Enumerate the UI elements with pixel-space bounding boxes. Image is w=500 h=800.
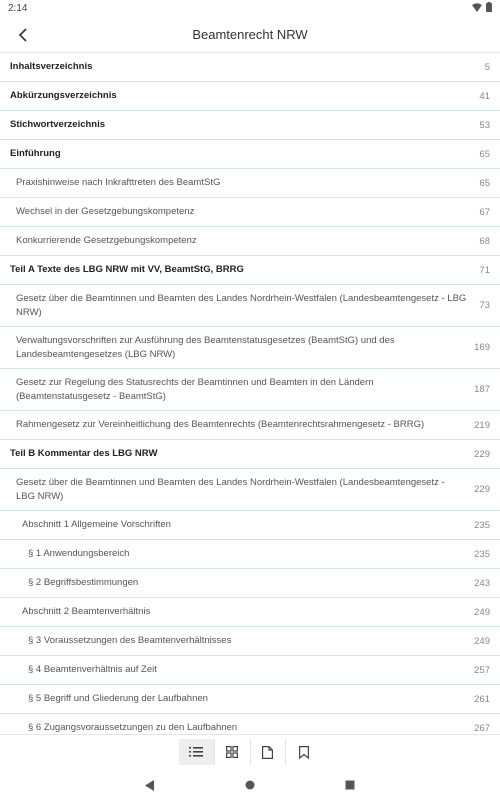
bookmark-icon xyxy=(299,746,309,759)
grid-icon xyxy=(226,746,238,758)
toc-item[interactable] xyxy=(0,569,500,598)
toc-item-page: 187 xyxy=(474,384,490,395)
toc-item-label: § 5 Begriff und Gliederung der Laufbahnen xyxy=(28,693,208,704)
toc-item-page: 249 xyxy=(474,606,490,618)
toc-item[interactable] xyxy=(0,53,500,82)
toc-item[interactable] xyxy=(0,256,500,285)
toc-item[interactable] xyxy=(0,469,500,511)
toc-item-label: Gesetz über die Beamtinnen und Beamten des Landes Nordrhein-Westfalen (Landesbeamtengesetz - LBG NRW) xyxy=(16,476,445,502)
home-circle-icon xyxy=(245,780,255,790)
toc-item[interactable] xyxy=(0,111,500,140)
recents-square-icon xyxy=(345,780,355,790)
page-title: Beamtenrecht NRW xyxy=(192,27,308,42)
toc-item[interactable] xyxy=(0,598,500,627)
toc-item-page: 261 xyxy=(474,693,490,705)
toc-item-label: Inhaltsverzeichnis xyxy=(10,61,93,72)
toc-item-page: 65 xyxy=(479,148,490,160)
toc-item[interactable] xyxy=(0,140,500,169)
toc-item-page: 249 xyxy=(474,635,490,647)
toc-item-page: 68 xyxy=(479,235,490,247)
toc-item-label: Abschnitt 2 Beamtenverhältnis xyxy=(22,606,151,617)
toc-item[interactable] xyxy=(0,369,500,411)
toc-item-page: 229 xyxy=(474,484,490,495)
toc-item-page: 65 xyxy=(479,177,490,189)
toc-item-page: 235 xyxy=(474,548,490,560)
toc-item-label: Stichwortverzeichnis xyxy=(10,119,106,130)
tab-page[interactable] xyxy=(251,739,287,765)
toc-item-page: 235 xyxy=(474,519,490,531)
status-time: 2:14 xyxy=(8,3,28,14)
toc-item-label: Rahmengesetz zur Vereinheitlichung des Beamtenrechts (Beamtenrechtsrahmengesetz - BRRG) xyxy=(16,419,425,430)
view-tab-group xyxy=(179,739,321,765)
wifi-icon xyxy=(472,3,482,12)
toc-item[interactable] xyxy=(0,285,500,327)
page-icon xyxy=(262,746,273,759)
toc-item-page: 229 xyxy=(474,448,490,460)
toc-item-label: § 3 Voraussetzungen des Beamtenverhältnisses xyxy=(28,635,232,646)
bottom-toolbar xyxy=(0,734,500,769)
toc-item-label: Teil A Texte des LBG NRW mit VV, BeamtStG, BRRG xyxy=(10,264,244,275)
toc-item-label: § 1 Anwendungsbereich xyxy=(28,548,130,559)
toc-item-label: Konkurrierende Gesetzgebungskompetenz xyxy=(16,235,197,246)
app-bar xyxy=(0,18,500,53)
status-icons xyxy=(472,2,492,12)
toc-item[interactable] xyxy=(0,627,500,656)
toc-item-label: Abkürzungsverzeichnis xyxy=(10,90,117,101)
toc-item-label: Wechsel in der Gesetzgebungskompetenz xyxy=(16,206,195,217)
nav-recents-button[interactable] xyxy=(341,776,359,794)
back-triangle-icon xyxy=(145,780,155,791)
toc-item-label: Einführung xyxy=(10,148,61,159)
toc-item-page: 73 xyxy=(479,300,490,311)
toc-item-label: Gesetz zur Regelung des Statusrechts der Beamtinnen und Beamten in den Ländern (Beamtenstatusgesetz - BeamtStG) xyxy=(16,376,374,402)
toc-item[interactable] xyxy=(0,82,500,111)
toc-item[interactable] xyxy=(0,169,500,198)
toc-item-page: 5 xyxy=(484,61,490,73)
toc-item-page: 169 xyxy=(474,342,490,353)
toc-item-label: § 6 Zugangsvoraussetzungen zu den Laufbahnen xyxy=(28,722,238,733)
toc-item-label: Teil B Kommentar des LBG NRW xyxy=(10,448,158,459)
toc-item[interactable] xyxy=(0,227,500,256)
tab-contents[interactable] xyxy=(179,739,215,765)
toc-item-page: 257 xyxy=(474,664,490,676)
tab-bookmarks[interactable] xyxy=(286,739,321,765)
toc-item-label: Abschnitt 1 Allgemeine Vorschriften xyxy=(22,519,171,530)
toc-list xyxy=(0,53,500,733)
toc-item-page: 53 xyxy=(479,119,490,131)
toc-item-page: 267 xyxy=(474,722,490,733)
toc-item-label: § 2 Begriffsbestimmungen xyxy=(28,577,139,588)
toc-item[interactable] xyxy=(0,685,500,714)
toc-item[interactable] xyxy=(0,440,500,469)
toc-item-label: § 4 Beamtenverhältnis auf Zeit xyxy=(28,664,157,675)
toc-item-page: 219 xyxy=(474,419,490,431)
status-bar xyxy=(0,0,500,18)
toc-item[interactable] xyxy=(0,656,500,685)
system-nav-bar xyxy=(0,768,500,800)
nav-home-button[interactable] xyxy=(241,776,259,794)
tab-thumbnails[interactable] xyxy=(215,739,251,765)
toc-item-label: Gesetz über die Beamtinnen und Beamten des Landes Nordrhein-Westfalen (Landesbeamtengesetz - LBG NRW) xyxy=(16,292,467,318)
toc-item-page: 243 xyxy=(474,577,490,589)
toc-item-label: Praxishinweise nach Inkrafttreten des BeamtStG xyxy=(16,177,221,188)
toc-item[interactable] xyxy=(0,540,500,569)
toc-item[interactable] xyxy=(0,411,500,440)
toc-item-page: 67 xyxy=(479,206,490,218)
toc-item[interactable] xyxy=(0,198,500,227)
battery-icon xyxy=(486,2,492,12)
list-icon xyxy=(189,746,203,758)
toc-item-label: Verwaltungsvorschriften zur Ausführung des Beamtenstatusgesetzes (BeamtStG) und des Landesbeamtengesetzes (LBG NRW) xyxy=(16,334,395,360)
toc-item[interactable] xyxy=(0,511,500,540)
toc-item[interactable] xyxy=(0,714,500,733)
toc-item-page: 41 xyxy=(479,90,490,102)
toc-item-page: 71 xyxy=(479,264,490,276)
toc-item[interactable] xyxy=(0,327,500,369)
nav-back-button[interactable] xyxy=(141,776,159,794)
